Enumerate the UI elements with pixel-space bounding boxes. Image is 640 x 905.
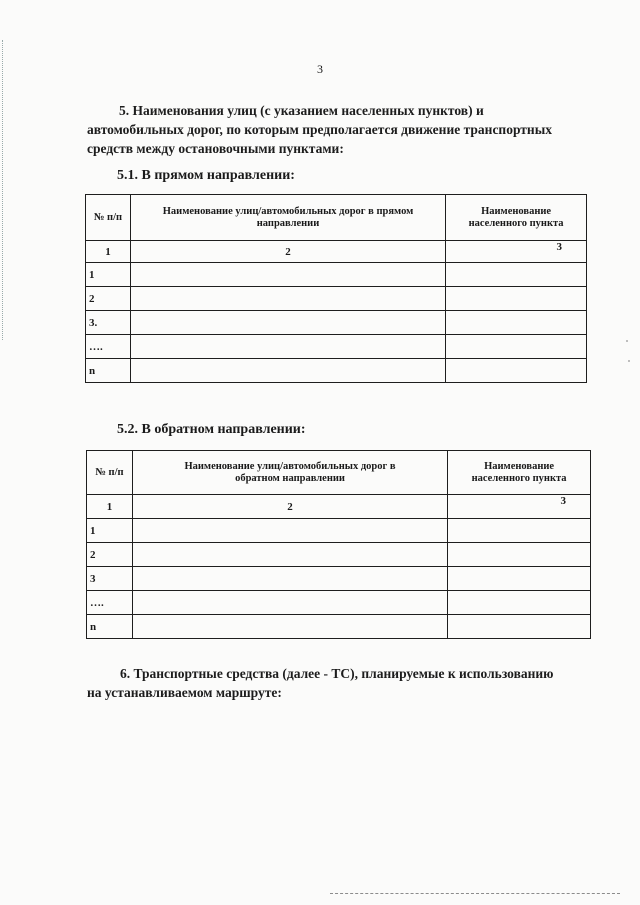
settlement-cell: [446, 311, 587, 335]
column-header-settlement: Наименование населенного пункта: [448, 451, 591, 495]
settlement-cell: [448, 519, 591, 543]
table-row: [86, 335, 587, 359]
table-row: [87, 519, 591, 543]
paragraph-line: средств между остановочными пунктами:: [87, 141, 344, 156]
table-row: [86, 359, 587, 383]
paragraph-line: 6. Транспортные средства (далее - ТС), планируемые к использованию: [120, 666, 554, 681]
settlement-cell: [448, 591, 591, 615]
settlement-cell: [446, 359, 587, 383]
column-header-road: Наименование улиц/автомобильных дорог в прямом направлении: [130, 195, 445, 241]
road-cell: [130, 335, 445, 359]
reverse-route-table: [86, 450, 591, 639]
section-5-1-heading: 5.1. В прямом направлении:: [117, 168, 295, 183]
row-number: n: [87, 615, 133, 639]
section-5-paragraph: [87, 101, 587, 158]
table-row: [87, 543, 591, 567]
scan-margin-mark: [2, 40, 8, 340]
column-number: 3: [446, 241, 587, 263]
column-header-settlement: Наименование населенного пункта: [446, 195, 587, 241]
page-number: 3: [317, 62, 323, 76]
column-number: 1: [87, 495, 133, 519]
road-cell: [130, 359, 445, 383]
row-number: 3: [87, 567, 133, 591]
road-cell: [130, 287, 445, 311]
section-5-2-heading: 5.2. В обратном направлении:: [117, 422, 306, 437]
column-number-row: [86, 241, 587, 263]
road-cell: [132, 615, 447, 639]
column-number-row: [87, 495, 591, 519]
column-number: 2: [132, 495, 447, 519]
settlement-cell: [448, 615, 591, 639]
row-number: 3.: [86, 311, 131, 335]
column-number: 2: [130, 241, 445, 263]
table-header-row: [87, 451, 591, 495]
row-number: n: [86, 359, 131, 383]
settlement-cell: [448, 543, 591, 567]
road-cell: [130, 263, 445, 287]
column-header-number: № п/п: [87, 451, 133, 495]
scan-bottom-line: [330, 893, 620, 894]
row-number: ….: [87, 591, 133, 615]
table-row: [86, 263, 587, 287]
row-number: 2: [86, 287, 131, 311]
row-number: 1: [87, 519, 133, 543]
forward-route-table: [85, 194, 587, 383]
column-header-road: Наименование улиц/автомобильных дорог в обратном направлении: [132, 451, 447, 495]
table-row: [86, 287, 587, 311]
settlement-cell: [446, 335, 587, 359]
settlement-cell: [446, 287, 587, 311]
column-number: 1: [86, 241, 131, 263]
table-row: [86, 311, 587, 335]
road-cell: [132, 591, 447, 615]
scan-speck: [628, 360, 630, 362]
row-number: 1: [86, 263, 131, 287]
settlement-cell: [448, 567, 591, 591]
table-row: [87, 591, 591, 615]
row-number: ….: [86, 335, 131, 359]
road-cell: [132, 567, 447, 591]
section-6-paragraph: [87, 664, 593, 702]
road-cell: [132, 543, 447, 567]
row-number: 2: [87, 543, 133, 567]
column-header-number: № п/п: [86, 195, 131, 241]
table-row: [87, 567, 591, 591]
paragraph-line: автомобильных дорог, по которым предполагается движение транспортных: [87, 122, 552, 137]
scan-speck: [626, 340, 628, 342]
road-cell: [130, 311, 445, 335]
table-row: [87, 615, 591, 639]
road-cell: [132, 519, 447, 543]
table-header-row: [86, 195, 587, 241]
column-number: 3: [448, 495, 591, 519]
paragraph-line: на устанавливаемом маршруте:: [87, 685, 282, 700]
settlement-cell: [446, 263, 587, 287]
paragraph-line: 5. Наименования улиц (с указанием населенных пунктов) и: [119, 103, 484, 118]
